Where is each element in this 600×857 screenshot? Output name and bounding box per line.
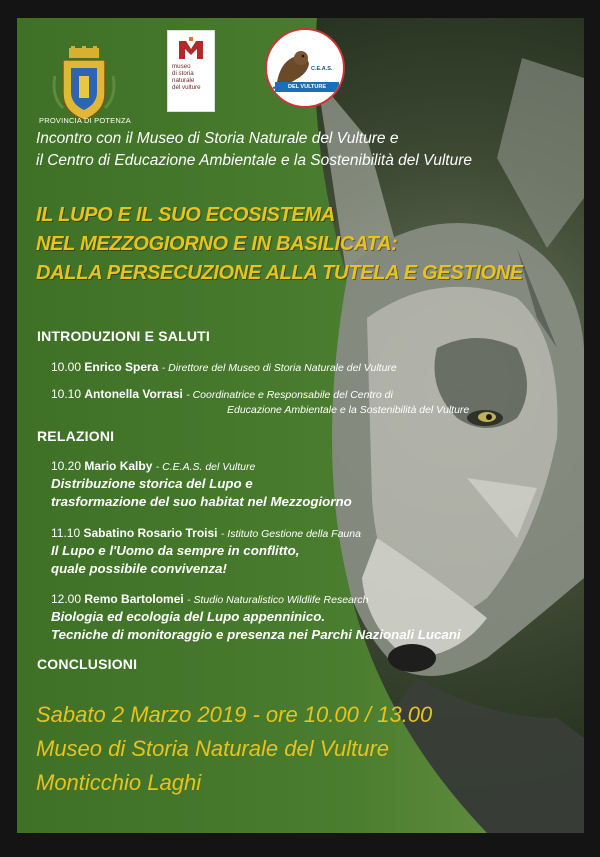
event-date-time: Sabato 2 Marzo 2019 - ore 10.00 / 13.00 — [36, 702, 433, 727]
item-time: 10.00 — [51, 360, 82, 374]
item-time: 10.10 — [51, 387, 82, 401]
talk-title — [51, 475, 352, 511]
talk-title — [51, 608, 461, 644]
program-item — [51, 525, 361, 542]
speaker-role: - C.E.A.S. del Vulture — [155, 461, 256, 473]
title-line: DALLA PERSECUZIONE ALLA TUTELA E GESTIONE — [36, 262, 523, 284]
speaker-name: Enrico Spera — [84, 360, 159, 374]
talk-title — [51, 542, 299, 578]
program-item — [51, 458, 255, 475]
speaker-role: - Studio Naturalistico Wildlife Research — [187, 594, 369, 606]
item-time: 12.00 — [51, 592, 82, 606]
section-heading-relazioni: RELAZIONI — [37, 428, 115, 444]
ceas-title: C.E.A.S. — [311, 66, 333, 72]
section-heading-saluti: INTRODUZIONI E SALUTI — [37, 328, 210, 344]
item-time: 11.10 — [51, 526, 81, 540]
provincia-label: PROVINCIA DI POTENZA — [39, 116, 131, 125]
title-line: NEL MEZZOGIORNO E IN BASILICATA: — [36, 233, 398, 255]
museo-logo — [167, 30, 215, 112]
event-place: Monticchio Laghi — [36, 770, 202, 795]
speaker-role: - Istituto Gestione della Fauna — [220, 528, 361, 540]
museo-line: di storia — [172, 70, 194, 77]
event-venue: Museo di Storia Naturale del Vulture — [36, 736, 390, 761]
museo-line: museo — [172, 63, 191, 70]
ceas-logo — [265, 28, 345, 108]
program-item — [51, 386, 393, 403]
intro-text — [36, 128, 472, 172]
museo-line: naturale — [172, 77, 195, 84]
speaker-name: Antonella Vorrasi — [84, 387, 183, 401]
item-time: 10.20 — [51, 459, 82, 473]
talk-line: trasformazione del suo habitat nel Mezzogiorno — [51, 494, 352, 509]
intro-line: Incontro con il Museo di Storia Naturale del Vulture e — [36, 130, 399, 147]
museo-text — [172, 63, 212, 91]
intro-line: il Centro di Educazione Ambientale e la Sostenibilità del Vulture — [36, 152, 472, 169]
talk-line: quale possibile convivenza! — [51, 561, 227, 576]
program-item — [51, 359, 397, 376]
poster-panel — [17, 18, 584, 833]
museo-m-icon — [177, 37, 205, 59]
event-title — [36, 201, 523, 288]
speaker-name: Mario Kalby — [84, 459, 153, 473]
talk-line: Biologia ed ecologia del Lupo appenninico. — [51, 609, 326, 624]
talk-line: Distribuzione storica del Lupo e — [51, 476, 253, 491]
crest-icon — [49, 46, 119, 122]
talk-line: Tecniche di monitoraggio e presenza nei Parchi Nazionali Lucani — [51, 627, 461, 642]
program-item — [51, 591, 368, 608]
museo-line: del vulture — [172, 84, 201, 91]
section-heading-conclusioni: CONCLUSIONI — [37, 656, 138, 672]
speaker-role: - Coordinatrice e Responsabile del Centro di — [186, 389, 393, 401]
speaker-role: - Direttore del Museo di Storia Naturale del Vulture — [161, 362, 397, 374]
speaker-name: Sabatino Rosario Troisi — [83, 526, 218, 540]
ceas-band: DEL VULTURE — [275, 82, 339, 92]
talk-line: Il Lupo e l'Uomo da sempre in conflitto, — [51, 543, 300, 558]
speaker-role-continued: Educazione Ambientale e la Sostenibilità del Vulture — [227, 404, 470, 416]
speaker-name: Remo Bartolomei — [84, 592, 184, 606]
title-line: IL LUPO E IL SUO ECOSISTEMA — [36, 204, 335, 226]
